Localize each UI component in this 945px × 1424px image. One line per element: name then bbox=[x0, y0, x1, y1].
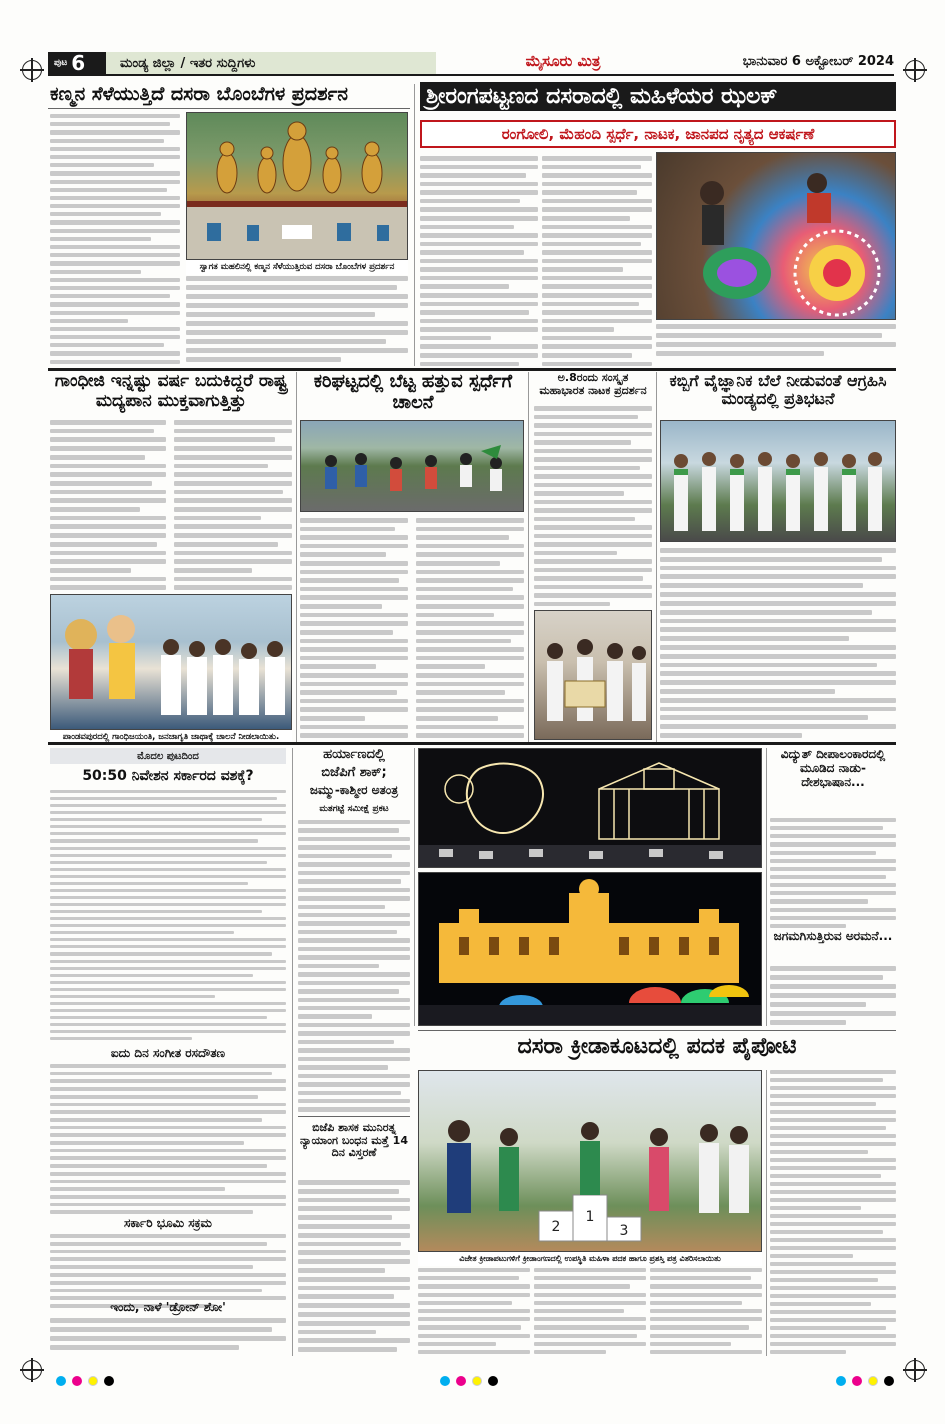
column-rule bbox=[528, 372, 529, 742]
black-dot bbox=[104, 1376, 114, 1386]
registration-mark-bottom-right bbox=[905, 1360, 925, 1380]
continued-body-1 bbox=[50, 790, 286, 1040]
lights-headline-2: ಜಗಮಗಿಸುತ್ತಿರುವ ಅರಮನೆ... bbox=[773, 929, 893, 943]
lights-photo-top bbox=[418, 748, 762, 868]
gandhi-illustration bbox=[51, 595, 292, 730]
srirangapatna-body-3 bbox=[656, 324, 896, 366]
cyan-dot bbox=[56, 1376, 66, 1386]
rangoli-photo bbox=[656, 152, 896, 320]
registration-mark-top-right bbox=[905, 60, 925, 80]
gandhi-photo bbox=[50, 594, 292, 730]
divider bbox=[48, 108, 410, 109]
continued-subhead-music: ಐದು ದಿನ ಸಂಗೀತ ರಸದೌತಣ bbox=[110, 1046, 226, 1060]
continued-body-3 bbox=[50, 1234, 286, 1308]
protest-illustration bbox=[661, 421, 896, 542]
page-tag bbox=[48, 52, 106, 74]
column-rule bbox=[296, 372, 297, 742]
divider bbox=[298, 1116, 410, 1117]
sports-photo bbox=[418, 1070, 762, 1252]
gandhi-body-2 bbox=[174, 420, 292, 590]
sports-headline: ದಸರಾ ಕ್ರೀಡಾಕೂಟದಲ್ಲಿ ಪದಕ ಪೈಪೋಟಿ bbox=[517, 1034, 797, 1059]
dolls-illustration bbox=[187, 113, 408, 260]
drama-headline: ಅ.8ರಂದು ಸಂಸ್ಕೃತ ಮಹಾಭಾರತ ನಾಟಕ ಪ್ರದರ್ಶನ bbox=[539, 371, 647, 397]
registration-mark-bottom-left bbox=[22, 1360, 42, 1380]
bjp-mla-body bbox=[298, 1180, 410, 1352]
drama-body bbox=[534, 406, 652, 606]
divider bbox=[418, 1030, 896, 1031]
black-dot bbox=[884, 1376, 894, 1386]
svg-text:1: 1 bbox=[585, 1209, 595, 1225]
print-color-marks-center bbox=[440, 1376, 498, 1386]
dateline: ಭಾನುವಾರ 6 ಅಕ್ಟೋಬರ್ 2024 bbox=[742, 54, 894, 69]
sports-body-4 bbox=[770, 1070, 896, 1354]
continued-headline: 50:50 ನಿವೇಶನ ಸರ್ಕಾರದ ವಶಕ್ಕೆ? bbox=[82, 768, 254, 784]
karighatta-photo bbox=[300, 420, 524, 512]
gandhi-body-1 bbox=[50, 420, 166, 590]
podium-illustration bbox=[419, 1071, 762, 1252]
dolls-photo bbox=[186, 112, 408, 260]
srirangapatna-body-1 bbox=[420, 156, 538, 366]
lights-body-2 bbox=[770, 966, 896, 1026]
column-rule bbox=[414, 84, 415, 366]
felicitation-illustration bbox=[535, 611, 652, 740]
gandhi-caption: ಪಾಂಡವಪುರದಲ್ಲಿ ಗಾಂಧಿಜಯಂತಿ, ಜನಜಾಗೃತಿ ಜಾಥಾಕ್ಕೆ ಚಾಲನೆ ನೀಡಲಾಯಿತು. bbox=[50, 730, 292, 745]
palace-illustration bbox=[419, 873, 762, 1026]
column-rule bbox=[656, 372, 657, 742]
section-divider bbox=[48, 742, 896, 745]
srirangapatna-subhead: ರಂಗೋಲಿ, ಮೆಹಂದಿ ಸ್ಪರ್ಧೆ, ನಾಟಕ, ಜಾನಪದ ನೃತ್ಯದ ಆಕರ್ಷಣೆ bbox=[420, 120, 896, 148]
svg-text:3: 3 bbox=[619, 1223, 629, 1239]
haryana-headline-1: ಹರ್ಯಾಣದಲ್ಲಿ bbox=[323, 747, 385, 762]
race-illustration bbox=[301, 421, 524, 512]
sports-body-2 bbox=[534, 1268, 646, 1354]
dolls-body-right bbox=[186, 276, 408, 366]
gandhi-headline: ಗಾಂಧೀಜಿ ಇನ್ನಷ್ಟು ವರ್ಷ ಬದುಕಿದ್ದರೆ ರಾಷ್ಟ್ರ ಮದ್ಯಪಾನ ಮುಕ್ತವಾಗುತ್ತಿತ್ತು bbox=[54, 371, 288, 411]
dolls-headline: ಕಣ್ಮನ ಸೆಳೆಯುತ್ತಿದೆ ದಸರಾ ಬೊಂಬೆಗಳ ಪ್ರದರ್ಶನ bbox=[50, 83, 348, 105]
newspaper-brand: ಮೈಸೂರು ಮಿತ್ರ bbox=[525, 52, 601, 70]
print-color-marks-right bbox=[836, 1376, 894, 1386]
column-rule bbox=[414, 748, 415, 1026]
continued-label: ಮೊದಲ ಪುಟದಿಂದ bbox=[50, 748, 286, 764]
lights-headline: ವಿದ್ಯುತ್ ದೀಪಾಲಂಕಾರದಲ್ಲಿ ಮೂಡಿದ ನಾಡು-ದೇಶಭಾಷಾನ... bbox=[780, 747, 886, 789]
protest-photo bbox=[660, 420, 896, 542]
dolls-body-left bbox=[50, 114, 180, 364]
haryana-body bbox=[298, 820, 410, 1112]
continued-body-2 bbox=[50, 1064, 286, 1214]
sugarcane-body bbox=[660, 548, 896, 738]
haryana-headline-2: ಬಿಜೆಪಿಗೆ ಶಾಕ್; bbox=[321, 765, 387, 780]
page-number: 6 bbox=[71, 51, 86, 75]
svg-text:2: 2 bbox=[551, 1219, 561, 1235]
karighatta-body-2 bbox=[416, 518, 524, 738]
continued-subhead-land: ಸರ್ಕಾರಿ ಭೂಮಿ ಸಕ್ರಮ bbox=[124, 1216, 212, 1230]
cyan-dot bbox=[440, 1376, 450, 1386]
continued-subhead-drone: ಇಂದು, ನಾಳೆ 'ಡ್ರೋನ್ ಶೋ' bbox=[110, 1300, 226, 1314]
yellow-dot bbox=[472, 1376, 482, 1386]
magenta-dot bbox=[852, 1376, 862, 1386]
haryana-headline-3: ಜಮ್ಮು-ಕಾಶ್ಮೀರ ಅತಂತ್ರ bbox=[309, 783, 399, 797]
yellow-dot bbox=[868, 1376, 878, 1386]
registration-mark-top-left bbox=[22, 60, 42, 80]
drama-photo bbox=[534, 610, 652, 740]
print-color-marks-left bbox=[56, 1376, 114, 1386]
haryana-tagline: ಮತಗಟ್ಟೆ ಸಮೀಕ್ಷೆ ಪ್ರಕಟ bbox=[319, 804, 389, 814]
page-word: ಪುಟ bbox=[54, 58, 68, 68]
sports-body-1 bbox=[418, 1268, 530, 1354]
column-rule bbox=[292, 748, 293, 1356]
lights-body-1 bbox=[770, 818, 896, 928]
sugarcane-headline: ಕಬ್ಬಿಗೆ ವೈಜ್ಞಾನಿಕ ಬೆಲೆ ನೀಡುವಂತೆ ಆಗ್ರಹಿಸಿ ಮಂಡ್ಯದಲ್ಲಿ ಪ್ರತಿಭಟನೆ bbox=[669, 371, 887, 409]
bjp-mla-headline: ಬಿಜೆಪಿ ಶಾಸಕ ಮುನಿರತ್ನ ನ್ಯಾಯಾಂಗ ಬಂಧನ ಮತ್ತೆ 14 ದಿನ ವಿಸ್ತರಣೆ bbox=[299, 1121, 408, 1160]
masthead bbox=[48, 52, 894, 76]
karighatta-body-1 bbox=[300, 518, 408, 738]
column-rule bbox=[766, 748, 767, 1026]
srirangapatna-headline: ಶ್ರೀರಂಗಪಟ್ಟಣದ ದಸರಾದಲ್ಲಿ ಮಹಿಳೆಯರ ಝಲಕ್ bbox=[420, 82, 896, 111]
sports-body-3 bbox=[650, 1268, 762, 1354]
srirangapatna-body-2 bbox=[542, 156, 652, 366]
black-dot bbox=[488, 1376, 498, 1386]
dolls-caption: ಸ್ವಾಗತ ಮಹಲಿನಲ್ಲಿ ಕಣ್ಮನ ಸೆಳೆಯುತ್ತಿರುವ ದಸರಾ ಬೊಂಬೆಗಳ ಪ್ರದರ್ಶನ bbox=[186, 260, 408, 275]
continued-body-4 bbox=[50, 1318, 286, 1352]
magenta-dot bbox=[456, 1376, 466, 1386]
karighatta-headline: ಕರಿಘಟ್ಟದಲ್ಲಿ ಬೆಟ್ಟ ಹತ್ತುವ ಸ್ಪರ್ಧೆಗೆ ಚಾಲನೆ bbox=[313, 371, 513, 413]
rangoli-illustration bbox=[657, 153, 896, 320]
illumination-illustration bbox=[419, 749, 762, 868]
sports-caption: ವಿಜೇತ ಕ್ರೀಡಾಪಟುಗಳಿಗೆ ಕ್ರೀಡಾಂಗಣದಲ್ಲಿ ಉಪಸ್ಥಿತಿ ಮಹಿಳಾ ಪದಕ ಹಾಗೂ ಪ್ರಶಸ್ತಿ ಪತ್ರ ವಿತರಿಸಲಾಯಿತು bbox=[418, 1252, 762, 1266]
yellow-dot bbox=[88, 1376, 98, 1386]
cyan-dot bbox=[836, 1376, 846, 1386]
section-title: ಮಂಡ್ಯ ಜಿಲ್ಲಾ / ಇತರ ಸುದ್ದಿಗಳು bbox=[106, 52, 436, 74]
magenta-dot bbox=[72, 1376, 82, 1386]
lights-photo-bottom bbox=[418, 872, 762, 1026]
column-rule bbox=[766, 1070, 767, 1356]
